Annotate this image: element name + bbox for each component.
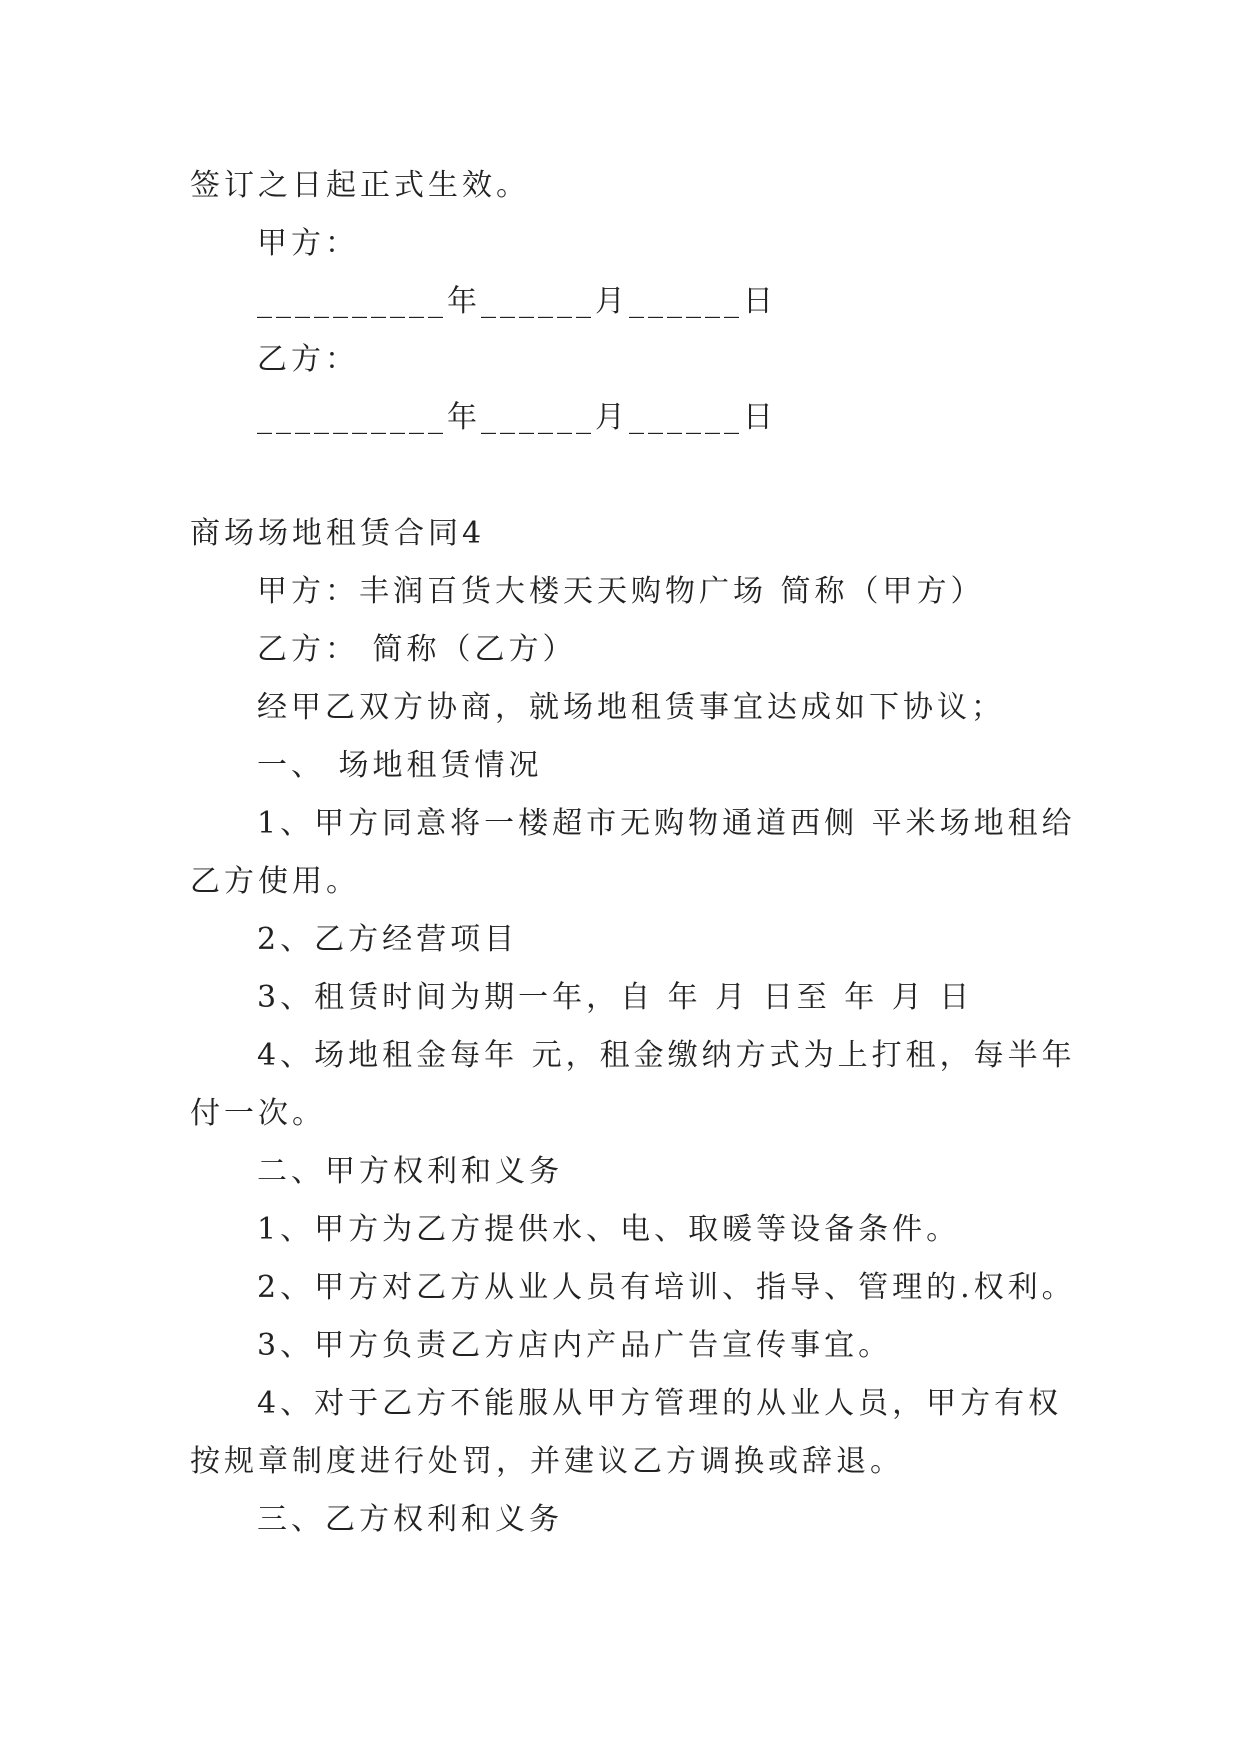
- clause-1-1: 1、甲方同意将一楼超市无购物通道西侧 平米场地租给: [257, 806, 1076, 841]
- clause-1-4: 4、场地租金每年 元，租金缴纳方式为上打租，每半年: [257, 1038, 1076, 1073]
- clause-2-2: 2、甲方对乙方从业人员有培训、指导、管理的.权利。: [257, 1270, 1076, 1305]
- clause-1-1-cont: 乙方使用。: [190, 864, 360, 899]
- party-a-date-line: __________年______月______日: [257, 284, 777, 319]
- clause-1-2: 2、乙方经营项目: [257, 922, 519, 957]
- section-heading-3: 三、乙方权利和义务: [257, 1502, 563, 1537]
- text-line-effective: 签订之日起正式生效。: [190, 168, 530, 203]
- clause-2-4-cont: 按规章制度进行处罚，并建议乙方调换或辞退。: [190, 1444, 904, 1479]
- section-heading-1: 一、 场地租赁情况: [257, 748, 543, 783]
- party-b-date-line: __________年______月______日: [257, 400, 777, 435]
- contract-title: 商场场地租赁合同4: [190, 516, 486, 551]
- party-b-line: 乙方： 简称（乙方）: [257, 632, 577, 667]
- agreement-intro: 经甲乙双方协商，就场地租赁事宜达成如下协议；: [257, 690, 1005, 725]
- party-a-line: 甲方：丰润百货大楼天天购物广场 简称（甲方）: [257, 574, 985, 609]
- clause-2-3: 3、甲方负责乙方店内产品广告宣传事宜。: [257, 1328, 893, 1363]
- party-b-signature-label: 乙方：: [257, 342, 359, 377]
- party-a-signature-label: 甲方：: [257, 226, 359, 261]
- clause-1-3: 3、租赁时间为期一年，自 年 月 日至 年 月 日: [257, 980, 974, 1015]
- section-heading-2: 二、甲方权利和义务: [257, 1154, 563, 1189]
- clause-2-1: 1、甲方为乙方提供水、电、取暖等设备条件。: [257, 1212, 961, 1247]
- clause-2-4: 4、对于乙方不能服从甲方管理的从业人员，甲方有权: [257, 1386, 1063, 1421]
- clause-1-4-cont: 付一次。: [190, 1096, 326, 1131]
